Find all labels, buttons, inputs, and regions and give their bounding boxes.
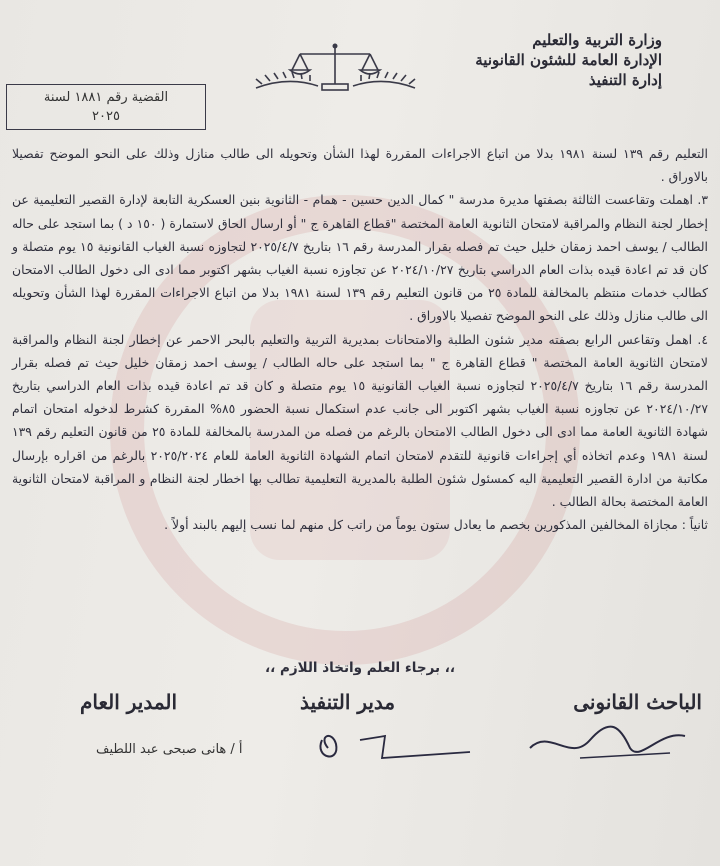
- department-name: الإدارة العامة للشئون القانونية: [475, 51, 662, 69]
- execution-director-signature: [310, 718, 480, 768]
- case-year: ٢٠٢٥: [92, 109, 120, 124]
- ministry-name: وزارة التربية والتعليم: [532, 31, 662, 49]
- legal-researcher-signature: [520, 718, 700, 768]
- case-number-box: [6, 84, 206, 130]
- general-director-name: أ / هانى صبحى عبد اللطيف: [96, 742, 243, 757]
- general-director-title: المدير العام: [80, 690, 178, 714]
- paragraph-second-penalty: ثانياً : مجازاة المخالفين المذكورين بخصم ما يعادل ستون يوماً من راتب كل منهم لما نسب إليهم بالبند أولاً .: [164, 517, 708, 533]
- decision-body: [12, 142, 708, 536]
- case-number: القضية رقم ١٨٨١ لسنة: [43, 90, 169, 105]
- closing-request: ،، برجاء العلم واتخاذ اللازم ،،: [264, 660, 456, 676]
- office-name: إدارة التنفيذ: [588, 71, 662, 89]
- ministry-header: [392, 30, 662, 90]
- paragraph-item-4: ٤. اهمل وتقاعس الرابع بصفته مدير شئون الطلبة والامتحانات بمديرية التربية والتعليم بالبحر الاحمر عن إخطار لجنة النظام والمراقبة لامتحان الثانوية العامة المختصة " قطاع القاهرة ج " بما استجد على حاله الطالب / يوسف احمد زمقان خليل حيث تم فصله بقرار المدرسة رقم ١٦ بتاريخ ٢٠٢٥/٤/٧ لتجاوزه نسبة الغياب القانونية ١٥ يوم متصلة و كان قد تم اعادة قيده بذات العام الدراسي بتاريخ ٢٠٢٤/١٠/٢٧ عن تجاوزه نسبة الغياب بشهر اكتوبر الى جانب عدم استكمال نسبة الحضور ٨٥% المقررة كشرط لدخوله امتحان اتمام شهادة الثانوية العامة مما ادى الى دخول الطالب الامتحان بالرغم من فصله من المدرسة بالمخالفة للمادة ٢٥ من قانون التعليم رقم ١٣٩ لسنة ١٩٨١ وعدم اتخاذه أي إجراءات قانونية للتقدم لامتحان اتمام الشهادة الثانوية العامة للعام ٢٠٢٥/٢٠٢٤ بالرغم من اقراره بإرسال مكاتبة من ادارة القصير التعليمية اليه كمسئول شئون الطلبة بالمديرية التعليمية تطالب بها اخطار لجنة النظام و المراقبة لامتحان الثانوية العامة المختصة بحالة الطالب .: [12, 331, 709, 510]
- legal-researcher-title: الباحث القانونى: [573, 690, 702, 714]
- paragraph-continuation: التعليم رقم ١٣٩ لسنة ١٩٨١ بدلا من اتباع الاجراءات المقررة لهذا الشأن وتحويله الى طالب منازل وذلك على النحو الموضح تفصيلا بالاوراق .: [12, 146, 709, 185]
- paragraph-item-3: ٣. اهملت وتقاعست الثالثة بصفتها مديرة مدرسة " كمال الدين حسين - همام - الثانوية بنين العسكرية التابعة لإدارة القصير التعليمية عن إخطار لجنة النظام والمراقبة لامتحان الثانوية العامة المختصة "قطاع القاهرة ج " أو ارسال الحاق لاستمارة ( ١٥٠ د ) بما استجد على حاله الطالب / يوسف احمد زمقان خليل حيث تم فصله بقرار المدرسة رقم ١٦ بتاريخ ٢٠٢٥/٤/٧ لتجاوزه نسبة الغياب القانونية ١٥ يوم متصلة و كان قد تم اعادة قيده بذات العام الدراسي بتاريخ ٢٠٢٤/١٠/٢٧ عن تجاوزه نسبة الغياب بشهر اكتوبر مما ادى الى دخول الطالب الامتحان كطالب خدمات منتظم بالمخالفة للمادة ٢٥ من قانون التعليم رقم ١٣٩ لسنة ١٩٨١ بدلا من اتباع الاجراءات المقررة لهذا الشأن وتحويله الى طالب منازل وذلك على النحو الموضح تفصيلا بالاوراق .: [12, 192, 709, 324]
- execution-director-title: مدير التنفيذ: [300, 690, 396, 714]
- scales-of-justice-emblem: [248, 40, 423, 102]
